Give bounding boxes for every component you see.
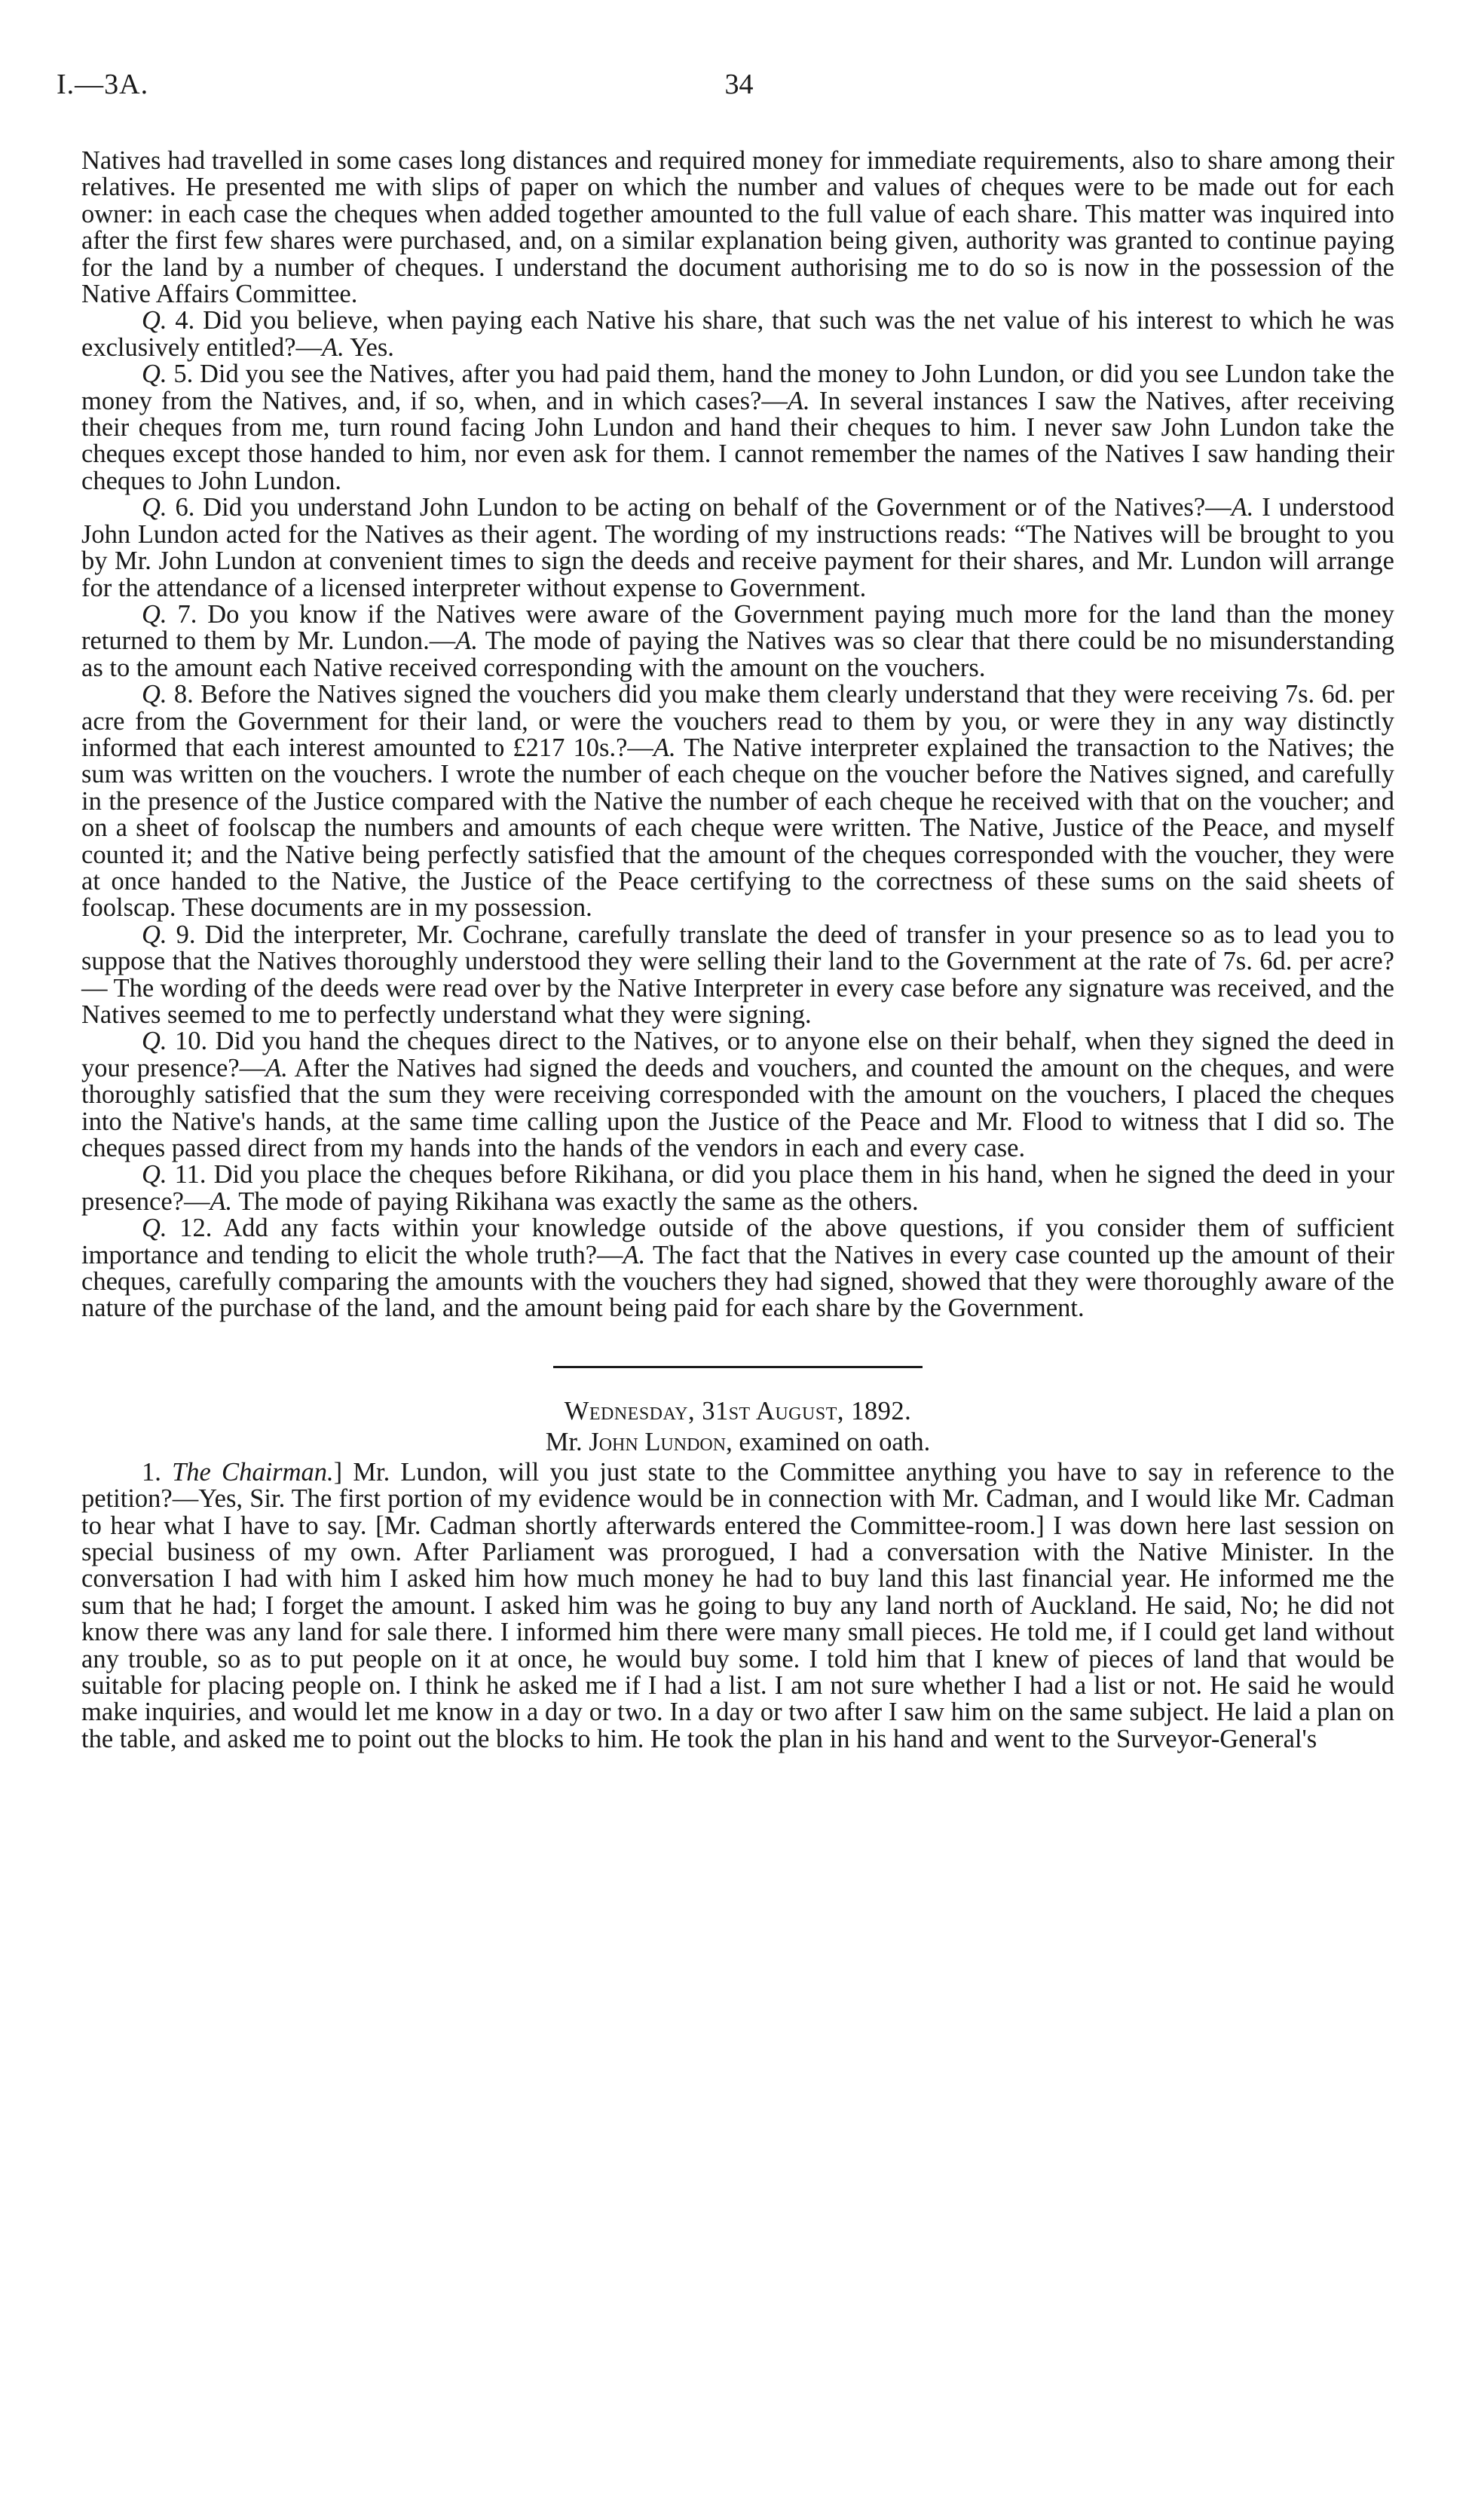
answer-label: A. [787, 386, 810, 415]
page-header [57, 68, 1421, 113]
testimony-paragraph [81, 1459, 1394, 1753]
answer-text: After the Natives had signed the deeds and vouchers, and counted the amount on the cheques, and were thoroughly satisfied that the sum they were receiving corresponded with the amount on the vouchers, I placed the cheques into the Native's hands, at the same time calling upon the Justice of the Peace and Mr. Flood to witness that I did so. The cheques passed direct from my hands into the hands of the vendors in each and every case. [81, 1053, 1394, 1163]
answer-label: A. [623, 1240, 646, 1269]
answer-label: A. [653, 733, 676, 762]
qa-paragraph [81, 1162, 1394, 1215]
witness-heading [81, 1429, 1394, 1456]
answer-text: The mode of paying the Natives was so clear that there could be no misunderstanding as to the amount each Native received corresponding with the amount on the vouchers. [81, 626, 1394, 682]
question-label: Q. [142, 1160, 167, 1190]
question-number: 6. [175, 493, 195, 522]
qa-paragraph [81, 599, 1394, 682]
qa-paragraph [81, 1215, 1394, 1322]
answer-label: A. [1231, 493, 1254, 522]
question-text: Do you know if the Natives were aware of the Government paying much more for the land than the money returned to them by Mr. Lundon.— [81, 599, 1394, 656]
question-label: Q. [142, 1027, 167, 1056]
question-text: Did you understand John Lundon to be acting on behalf of the Government or of the Natives?— [203, 493, 1232, 522]
answer-text: I understood John Lundon acted for the Natives as their agent. The wording of my instructions reads: “The Natives will be brought to you by Mr. John Lundon at convenient times to sign the deeds and receive payment for their shares, and Mr. Lundon will arrange for the attendance of a licensed interpreter without expense to Government. [81, 493, 1394, 602]
answer-text: The fact that the Natives in every case counted up the amount of their cheques, carefully comparing the amounts with the vouchers they had signed, showed that they were thoroughly aware of the nature of the purchase of the land, and the amount being paid for each share by the Government. [81, 1240, 1394, 1323]
question-label: Q. [142, 920, 167, 949]
question-text: Did you see the Natives, after you had paid them, hand the money to John Lundon, or did you see Lundon take the money from the Natives, and, if so, when, and in which cases?— [81, 360, 1395, 415]
question-number: 7. [177, 599, 197, 629]
qa-list [81, 308, 1394, 1321]
section-divider [553, 1366, 923, 1368]
answer-label: A. [265, 1053, 288, 1082]
question-text: Did you place the cheques before Rikihana, or did you place them in his hand, when he signed the deed in your presence?— [81, 1160, 1395, 1216]
question-number: 11. [174, 1160, 207, 1190]
continuation-paragraph: Natives had travelled in some cases long distances and required money for immediate requirements, also to share among their relatives. He presented me with slips of paper on which the number and values of cheques were to be made out for each owner: in each case the cheques when added together amounted to the full value of each share. This matter was inquired into after the first few shares were purchased, and, on a similar explanation being given, authority was granted to continue paying for the land by a number of cheques. I understand the document authorising me to do so is now in the possession of the Native Affairs Committee. [81, 146, 1394, 309]
answer-label: A. [322, 332, 344, 362]
question-number: 12. [179, 1214, 213, 1243]
session-date: Wednesday, 31st August, 1892. [564, 1396, 912, 1425]
witness-suffix: , examined on oath. [726, 1428, 931, 1457]
answer-text: In several instances I saw the Natives, after receiving their cheques from me, turn round facing John Lundon and hand their cheques to him. I never saw John Lundon take the cheques except those handed to him, nor even ask for them. I cannot remember the names of the Natives I saw handing their cheques to John Lundon. [81, 386, 1394, 495]
question-label: Q. [142, 1214, 167, 1243]
speaker-label: The Chairman. [172, 1457, 334, 1487]
answer-label: A. [210, 1187, 233, 1216]
qa-paragraph [81, 361, 1394, 495]
question-number: 8. [173, 680, 194, 709]
question-text: Did you hand the cheques direct to the Natives, or to anyone else on their behalf, when they signed the deed in your presence?— [81, 1027, 1395, 1082]
answer-text: The wording of the deeds were read over by the Native Interpreter in every case before any signature was received, and the Natives seemed to me to perfectly understand what they were signing. [81, 973, 1394, 1029]
witness-prefix: Mr. [545, 1428, 583, 1457]
question-number: 4. [175, 306, 195, 335]
witness-name: John Lundon [589, 1428, 727, 1457]
question-number: 5. [173, 360, 194, 389]
qa-paragraph [81, 308, 1394, 361]
answer-text: The mode of paying Rikihana was exactly the same as the others. [238, 1187, 919, 1216]
question-number: 10. [175, 1027, 208, 1056]
question-number: 9. [176, 920, 196, 949]
answer-text: Yes. [350, 332, 394, 362]
question-text: Before the Natives signed the vouchers did you make them clearly understand that they were receiving 7s. 6d. per acre from the Government for their land, or were the vouchers read to them by you, or were they in any way distinctly informed that each interest amounted to £217 10s.?— [81, 680, 1395, 762]
testimony-text: ] Mr. Lundon, will you just state to the Committee anything you have to say in reference to the petition?—Yes, Sir. The first portion of my evidence would be in connection with Mr. Cadman, and I would like Mr. Cadman to hear what I have to say. [Mr. Cadman shortly afterwards entered the Committee-room.] I was down here last session on special business of my own. After Parliament was prorogued, I had a conversation with the Native Minister. In the conversation I had with him I asked him how much money he had to buy land this last financial year. He informed me the sum that he had; I forget the amount. I asked him was he going to buy any land north of Auckland. He said, No; he did not know there was any land for sale there. I informed him there were many small pieces. He told me, if I could get land without any trouble, so as to put people on it at once, he would buy some. I told him that I knew of pieces of land that would be suitable for placing people on. I think he asked me if I had a list. I am not sure whether I had a list or not. He said he would make inquiries, and would let me know in a day or two. In a day or two after I saw him on the same subject. He laid a plan on the table, and asked me to point out the blocks to him. He took the plan in his hand and went to the Surveyor-General's [81, 1457, 1395, 1753]
question-text: Did the interpreter, Mr. Cochrane, carefully translate the deed of transfer in your presence so as to lead you to suppose that the Natives thoroughly understood they were selling their land to the Government at the rate of 7s. 6d. per acre?— [81, 920, 1394, 1003]
page-number: 34 [724, 69, 754, 100]
qa-paragraph [81, 681, 1394, 922]
answer-label: A. [455, 626, 478, 656]
document-reference: I.—3A. [57, 69, 149, 100]
document-body [81, 148, 1394, 1753]
qa-paragraph [81, 922, 1394, 1029]
question-number: 1. [142, 1457, 161, 1487]
question-text: Add any facts within your knowledge outside of the above questions, if you consider them of sufficient importance and tending to elicit the whole truth?— [81, 1214, 1394, 1269]
question-label: Q. [142, 306, 167, 335]
question-label: Q. [142, 360, 167, 389]
question-text: Did you believe, when paying each Native his share, that such was the net value of his interest to which he was exclusively entitled?— [81, 306, 1395, 362]
question-label: Q. [142, 493, 167, 522]
qa-paragraph [81, 495, 1394, 602]
question-label: Q. [142, 599, 167, 629]
answer-text: The Native interpreter explained the transaction to the Natives; the sum was written on the vouchers. I wrote the number of each cheque on the voucher before the Natives signed, and carefully in the presence of the Justice compared with the Native the number of each cheque he received with that on the voucher; and on a sheet of foolscap the numbers and amounts of each cheque were written. The Native, Justice of the Peace, and myself counted it; and the Native being perfectly satisfied that the amount of the cheques corresponded with the voucher, they were at once handed to the Native, the Justice of the Peace certifying to the correctness of these sums on the said sheets of foolscap. These documents are in my possession. [81, 733, 1394, 923]
question-label: Q. [142, 680, 167, 709]
qa-paragraph [81, 1028, 1394, 1162]
